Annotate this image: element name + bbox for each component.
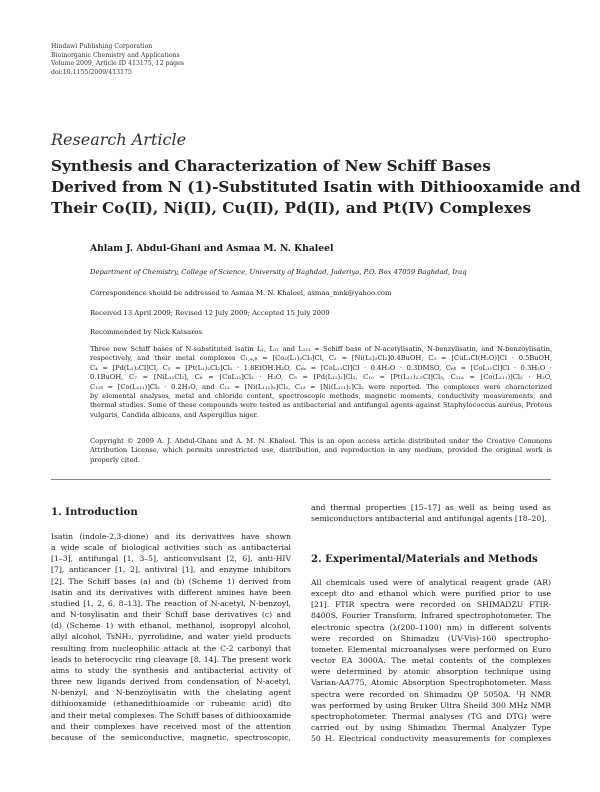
body-line: was performed by using Bruker Ultra Sheild 300 MHz NMR bbox=[311, 700, 551, 710]
abstract-line: 0.1BuOH, C₇ = [NiL₁₁Cl₂], C₈ = [CuL₁₁]Cl₂ · H₂O, C₉ = [Pd(L₁₁)₂]Cl₂, C₁₀ = [Pt(L₁₁)₂.₅Cl]Cl₃, C₁₁ₐ = [Co(L₁₁₁)]Cl₂ · H₂O, bbox=[90, 373, 552, 382]
body-line: N-benzyl, and N-benzoylisatin with the chelating agent bbox=[51, 688, 291, 698]
abstract-line: Three new Schiff bases of N-substituted isatin L₁, L₁₁ and L₁₁₁ = Schiff base of N-acetylisatin, N-benzylisatin, and N-benzoylisatin, bbox=[90, 345, 552, 353]
section-heading-experimental: 2. Experimental/Materials and Methods bbox=[311, 553, 538, 565]
body-line: 8400S, Fourier Transform, Infrared spectrophotometer. The bbox=[311, 611, 551, 621]
body-line: and thermal properties [15–17] as well as being used as bbox=[311, 503, 551, 512]
body-line: semiconductors antibacterial and antifungal agents [18–20]. bbox=[311, 514, 547, 524]
authors: Ahlam J. Abdul-Ghani and Asmaa M. N. Khaleel bbox=[90, 243, 334, 254]
copyright-line: Attribution License, which permits unrestricted use, distribution, and reproduction in any medium, provided the original work is bbox=[90, 446, 552, 455]
body-line: allyl alcohol, TsNH₂, pyrrolidine, and water yield products bbox=[51, 632, 291, 642]
body-line: tometer. Elemental microanalyses were performed on Euro bbox=[311, 644, 551, 654]
body-line: electronic spectra (λ(200–1100) nm) in different solvents bbox=[311, 622, 551, 632]
body-line: Varian-AA775, Atomic Absorption Spectrophotometer. Mass bbox=[311, 678, 551, 688]
body-line: and their complexes have received most of the attention bbox=[51, 721, 291, 731]
body-line: [1–3], antifungal [1, 3–5], anticonvulsant [2, 6], anti-HIV bbox=[51, 554, 291, 564]
correspondence: Correspondence should be addressed to Asmaa M. N. Khaleel, asmaa_mnk@yahoo.com bbox=[90, 289, 392, 297]
body-line: 50 H. Electrical conductivity measurements for complexes bbox=[311, 734, 551, 744]
body-line: isatin and its derivatives with different amines have been bbox=[51, 587, 291, 597]
title-line: Their Co(II), Ni(II), Cu(II), Pd(II), and Pt(IV) Complexes bbox=[51, 199, 532, 217]
body-line: spectrophotometer. Thermal analyses (TG and DTG) were bbox=[311, 711, 551, 721]
body-line: [2]. The Schiff bases (a) and (b) (Scheme 1) derived from bbox=[51, 576, 291, 586]
body-line: [21]. FTIR spectra were recorded on SHIMADZU FTIR- bbox=[311, 600, 551, 610]
introduction-text bbox=[51, 531, 291, 743]
copyright-line: Copyright © 2009 A. J. Abdul-Ghani and A. M. N. Khaleel. This is an open access article distributed under the Creative Commons bbox=[90, 437, 552, 445]
article-type: Research Article bbox=[51, 130, 187, 149]
publisher-name: Hindawi Publishing Corporation bbox=[51, 43, 153, 50]
experimental-text bbox=[311, 577, 551, 744]
title-line: Derived from N (1)-Substituted Isatin with Dithiooxamide and bbox=[51, 178, 581, 196]
copyright-notice bbox=[90, 437, 552, 465]
abstract-line: C₁₁ᵦ = [Co(L₁₁₁)]Cl₂ · 0.2H₂O, and C₁₂ = [Ni(L₁₁₁)₂]Cl₂, C₁₃ = [Ni(L₁₁₁)₂]Cl₂ were reported. The complexes were characterized bbox=[90, 382, 552, 391]
body-line: because of the semiconductive, magnetic, spectroscopic, bbox=[51, 732, 291, 742]
body-line: three new ligands derived from condensation of N-acetyl, bbox=[51, 677, 291, 687]
body-line: studied [1, 2, 6, 8–13]. The reaction of N-acetyl, N-benzoyl, bbox=[51, 598, 291, 608]
body-line: spectra were recorded on Shimadzu QP 5050A. ¹H NMR bbox=[311, 689, 551, 699]
body-line: [7], anticancer [1, 2], antiviral [1], and enzyme inhibitors bbox=[51, 565, 291, 575]
body-line: a wide scale of biological activities such as antibacterial bbox=[51, 543, 291, 553]
body-line: and N-tosylisatin and their Schiff base derivatives (c) and bbox=[51, 610, 291, 620]
received-dates: Received 13 April 2009; Revised 12 July 2009; Accepted 15 July 2009 bbox=[90, 309, 330, 317]
body-line: All chemicals used were of analytical reagent grade (AR) bbox=[311, 578, 551, 587]
abstract-line: thermal studies. Some of these compounds were tested as antibacterial and antifungal agents against Staphylococcus aureus, Proteus bbox=[90, 401, 552, 410]
body-line: resulting from nucleophilic attack at the C-2 carbonyl that bbox=[51, 643, 291, 653]
body-line: (d) (Scheme 1) with ethanol, methanol, isopropyl alcohol, bbox=[51, 621, 291, 631]
title-line: Synthesis and Characterization of New Schiff Bases bbox=[51, 157, 491, 175]
journal-header bbox=[51, 43, 184, 77]
body-line: were determined by atomic absorption technique using bbox=[311, 667, 551, 677]
introduction-continued bbox=[311, 502, 551, 524]
body-line: and their metal complexes. The Schiff bases of dithiooxamide bbox=[51, 710, 291, 720]
abstract-line: C₄ = [Pd(L₁)₂Cl]Cl, C₅ = [Pt(L₁)₂Cl₂]Cl₂ · 1.8EtOH.H₂O, C₆ₐ = [CoL₁₁Cl]Cl · 0.4H₂O · 0.3DMSO, C₆ᵦ = [CoL₁₁Cl]Cl · 0.3H₂O · bbox=[90, 363, 552, 372]
journal-name: Bioinorganic Chemistry and Applications bbox=[51, 51, 180, 59]
body-line: vector EA 3000A. The metal contents of the complexes bbox=[311, 656, 551, 666]
affiliation: Department of Chemistry, College of Science, University of Baghdad, Jaderiya, P.O. Box 47059 Baghdad, Iraq bbox=[90, 268, 467, 276]
abstract bbox=[90, 345, 552, 420]
section-divider bbox=[51, 479, 551, 480]
body-line: dithiooxamide (ethanedithioamide or rubeanic acid) dto bbox=[51, 699, 291, 709]
body-line: carried out by using Shimadzu Thermal Analyzer Type bbox=[311, 723, 551, 733]
copyright-line: properly cited. bbox=[90, 455, 140, 464]
recommended-by: Recommended by Nick Katsaros bbox=[90, 328, 203, 336]
doi: doi:10.1155/2009/413175 bbox=[51, 68, 132, 76]
body-line: leads to heterocyclic ring cleavage [8, 14]. The present work bbox=[51, 654, 291, 664]
body-line: except dto and ethanol which were purified prior to use bbox=[311, 589, 551, 599]
body-line: were recorded on Shimadzu (UV-Vis)-160 spectropho- bbox=[311, 633, 551, 643]
section-heading-introduction: 1. Introduction bbox=[51, 506, 138, 518]
body-line: Isatin (indole-2,3-dione) and its derivatives have shown bbox=[51, 532, 291, 541]
paper-title bbox=[51, 156, 581, 219]
abstract-line: respectively, and their metal complexes C₁,ₐ,ᵦ = [Co₂(L₁)₂Cl₃]Cl, C₂ = [Ni(L₁)₂Cl₂]0.4BuOH, C₃ = [CuL₁Cl(H₂O)]Cl · 0.5BuOH, bbox=[90, 354, 552, 363]
body-line: aims to study the synthesis and antibacterial activity of bbox=[51, 665, 291, 675]
abstract-line: by elemental analyses, metal and chloride content, spectroscopic methods, magnetic moments, conductivity measurements, and bbox=[90, 392, 552, 401]
volume-info: Volume 2009, Article ID 413175, 12 pages bbox=[51, 60, 184, 68]
abstract-line: vulgaris, Candida albicans, and Aspergillus niger. bbox=[90, 410, 259, 419]
